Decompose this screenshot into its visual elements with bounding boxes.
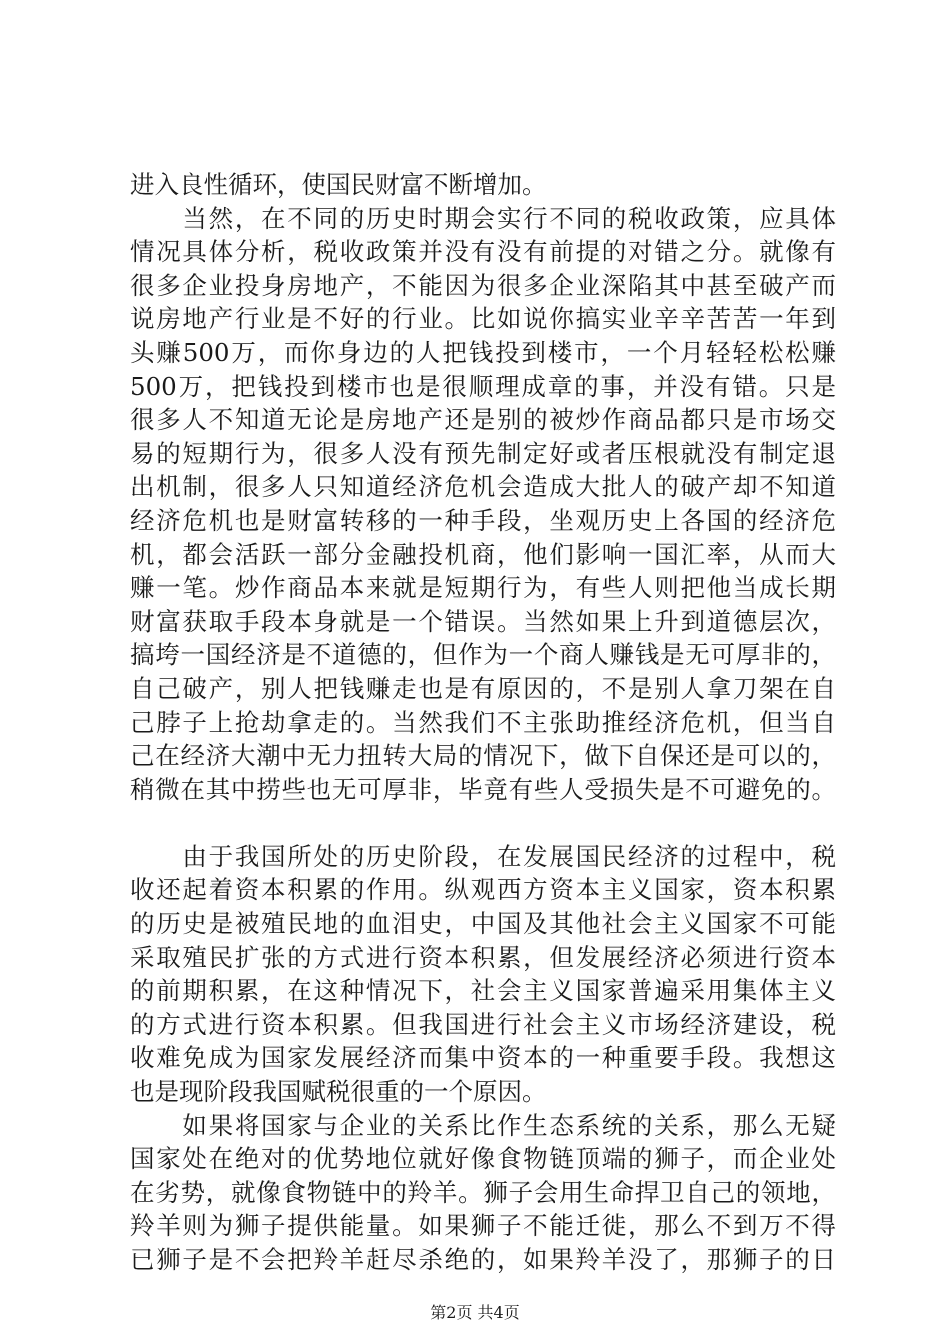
text-line: 搞垮一国经济是不道德的，但作为一个商人赚钱是无可厚非的， xyxy=(130,640,836,670)
text-line: 由于我国所处的历史阶段，在发展国民经济的过程中，税 xyxy=(130,841,836,871)
text-line: 机，都会活跃一部分金融投机商，他们影响一国汇率，从而大 xyxy=(130,539,836,569)
text-line: 的方式进行资本积累。但我国进行社会主义市场经济建设，税 xyxy=(130,1009,836,1039)
text-line: 的前期积累，在这种情况下，社会主义国家普遍采用集体主义 xyxy=(130,976,836,1006)
text-line: 的历史是被殖民地的血泪史，中国及其他社会主义国家不可能 xyxy=(130,909,836,939)
text-line: 稍微在其中捞些也无可厚非，毕竟有些人受损失是不可避免的。 xyxy=(130,774,836,804)
text-line: 如果将国家与企业的关系比作生态系统的关系，那么无疑 xyxy=(130,1110,836,1140)
text-line: 在劣势，就像食物链中的羚羊。狮子会用生命捍卫自己的领地， xyxy=(130,1177,836,1207)
text-line: 赚一笔。炒作商品本来就是短期行为，有些人则把他当成长期 xyxy=(130,573,836,603)
paragraph-gap xyxy=(130,806,836,840)
text-line: 出机制，很多人只知道经济危机会造成大批人的破产却不知道 xyxy=(130,472,836,502)
text-line: 说房地产行业是不好的行业。比如说你搞实业辛辛苦苦一年到 xyxy=(130,304,836,334)
text-line: 己脖子上抢劫拿走的。当然我们不主张助推经济危机，但当自 xyxy=(130,707,836,737)
text-line: 自己破产，别人把钱赚走也是有原因的，不是别人拿刀架在自 xyxy=(130,673,836,703)
text-line: 羚羊则为狮子提供能量。如果狮子不能迁徙，那么不到万不得 xyxy=(130,1211,836,1241)
text-line: 当然，在不同的历史时期会实行不同的税收政策，应具体 xyxy=(130,203,836,233)
text-line: 己在经济大潮中无力扭转大局的情况下，做下自保还是可以的， xyxy=(130,741,836,771)
text-line: 500万，把钱投到楼市也是很顺理成章的事，并没有错。只是 xyxy=(130,371,836,401)
text-line: 经济危机也是财富转移的一种手段，坐观历史上各国的经济危 xyxy=(130,505,836,535)
text-line: 进入良性循环，使国民财富不断增加。 xyxy=(130,170,547,199)
text-line: 财富获取手段本身就是一个错误。当然如果上升到道德层次， xyxy=(130,606,836,636)
text-line: 收还起着资本积累的作用。纵观西方资本主义国家，资本积累 xyxy=(130,875,836,905)
text-line: 头赚500万，而你身边的人把钱投到楼市，一个月轻轻松松赚 xyxy=(130,337,836,367)
text-line: 已狮子是不会把羚羊赶尽杀绝的，如果羚羊没了，那狮子的日 xyxy=(130,1245,836,1274)
document-body xyxy=(130,168,836,1277)
page-footer: 第2页 共4页 xyxy=(430,1303,520,1322)
text-line: 收难免成为国家发展经济而集中资本的一种重要手段。我想这 xyxy=(130,1043,836,1073)
text-line: 采取殖民扩张的方式进行资本积累，但发展经济必须进行资本 xyxy=(130,942,836,972)
text-line: 很多企业投身房地产，不能因为很多企业深陷其中甚至破产而 xyxy=(130,270,836,300)
text-line: 很多人不知道无论是房地产还是别的被炒作商品都只是市场交 xyxy=(130,405,836,435)
text-line: 国家处在绝对的优势地位就好像食物链顶端的狮子，而企业处 xyxy=(130,1144,836,1174)
text-line: 易的短期行为，很多人没有预先制定好或者压根就没有制定退 xyxy=(130,438,836,468)
text-line: 也是现阶段我国赋税很重的一个原因。 xyxy=(130,1077,547,1107)
text-line: 情况具体分析，税收政策并没有没有前提的对错之分。就像有 xyxy=(130,237,836,267)
